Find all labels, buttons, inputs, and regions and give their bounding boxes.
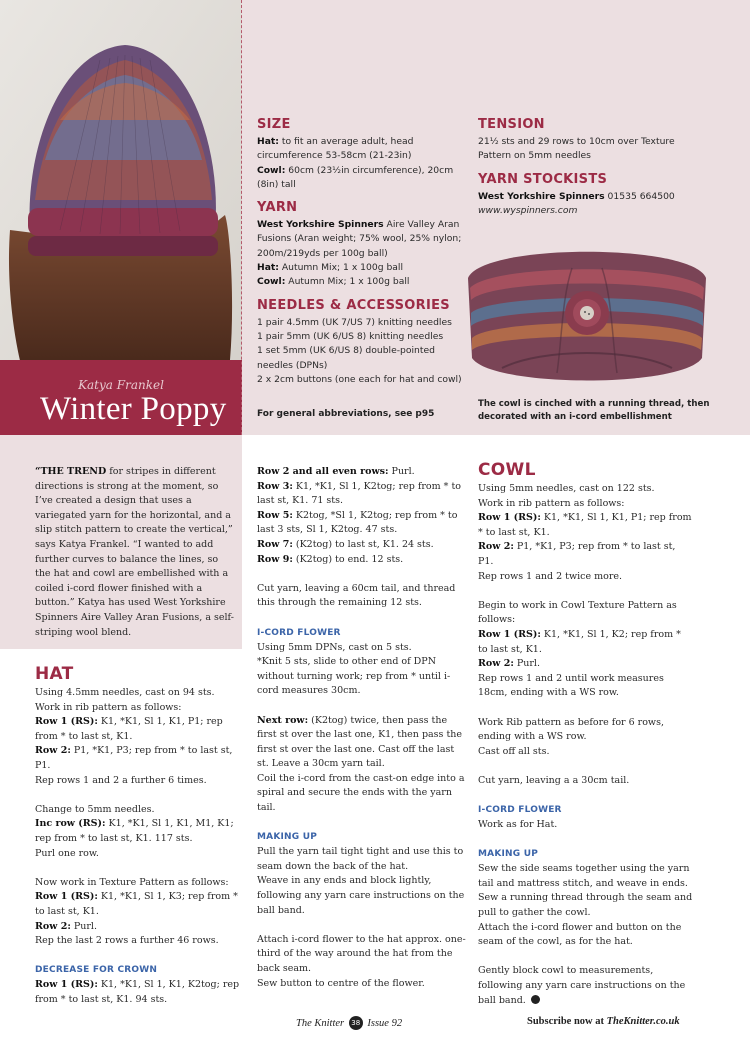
cowl-icord-heading: I-CORD FLOWER — [478, 805, 562, 816]
abbreviations-note: For general abbreviations, see p95 — [257, 409, 435, 419]
cowl-column — [478, 460, 693, 1008]
yarn-brand-text: Aire Valley Aran Fusions (Aran weight; 75% wool, 25% nylon; 200m/219yds per 100g ball) — [257, 219, 462, 259]
hat-column — [35, 664, 240, 1007]
cowl-paragraph: Cast off all sts. — [478, 745, 550, 757]
cowl-photo — [462, 238, 710, 394]
author-name: Katya Frankel — [78, 378, 164, 392]
cowl-making-paragraph — [478, 964, 693, 1008]
row-text: K1, *K1, Sl 1, K3; rep from * to last st, K1. — [35, 891, 238, 917]
subscribe-link[interactable]: TheKnitter.co.uk — [606, 1016, 680, 1027]
needles-heading: NEEDLES & ACCESSORIES — [257, 297, 450, 313]
crown-row — [257, 465, 467, 480]
row-text: K1, *K1, Sl 1, K2; rep from * to last st, K1. — [478, 628, 681, 655]
needles-text — [257, 316, 467, 387]
size-hat-text: to fit an average adult, head circumference 53-58cm (21-23in) — [257, 136, 414, 162]
cowl-row — [478, 540, 693, 569]
row-text: (K2tog) to end. 12 sts. — [292, 553, 404, 565]
yarn-text — [257, 218, 467, 289]
row-text: K2tog, *Sl 1, K2tog; rep from * to last 3 sts, Sl 1, K2tog. 47 sts. — [257, 509, 458, 536]
stockist-phone: 01535 664500 — [604, 190, 675, 202]
row-label: Row 2: — [478, 658, 514, 670]
cowl-caption: The cowl is cinched with a running thread, then decorated with an i-cord embellishment — [478, 399, 710, 422]
size-heading: SIZE — [257, 117, 291, 132]
making-up-paragraph: Sew button to centre of the flower. — [257, 977, 425, 989]
crown-row — [257, 538, 467, 553]
row-text: K1, *K1, Sl 1, K1, M1, K1; rep from * to last st, K1. 117 sts. — [35, 818, 234, 844]
end-mark-icon — [531, 995, 540, 1004]
icord-heading: I-CORD FLOWER — [257, 627, 341, 638]
making-up-paragraph: Pull the yarn tail tight tight and use this to seam down the back of the hat. — [257, 846, 464, 872]
dashed-divider — [241, 0, 242, 435]
decrease-heading: DECREASE FOR CROWN — [35, 965, 158, 976]
yarn-hat-label: Hat: — [257, 262, 279, 274]
cowl-row — [478, 511, 693, 540]
icord-row — [257, 714, 467, 772]
yarn-cowl-text: Autumn Mix; 1 x 100g ball — [285, 276, 410, 288]
hat-paragraph: Now work in Texture Pattern as follows: — [35, 876, 229, 888]
hat-row — [35, 890, 240, 919]
intro-lead: “THE TREND — [35, 466, 107, 477]
crown-row — [257, 509, 467, 538]
icord-paragraph: Coil the i-cord from the cast-on edge into a spiral and secure the ends with the yarn tail. — [257, 772, 465, 814]
cowl-making-up-heading: MAKING UP — [478, 849, 539, 860]
row-text: (K2tog) to last st, K1. 24 sts. — [292, 538, 434, 550]
intro-body: for stripes in different directions is strong at the moment, so I’ve created a design that uses a variegated yarn for the horizontal, and a slip stitch pattern to create the vertical,” says Katya Frankel. “I wanted to add further curves to balance the lines, so the hat and cowl are embellished with a coiled i-cord flower finished with a button.” Katya has used West Yorkshire Spinners Aire Valley Aran Fusions, a self-striping wool blend. — [35, 466, 234, 638]
row-label: Row 1 (RS): — [35, 891, 98, 903]
intro-text — [35, 465, 235, 640]
size-hat-label: Hat: — [257, 136, 279, 147]
cowl-paragraph: Rep rows 1 and 2 until work measures 18cm, ending with a WS row. — [478, 672, 664, 699]
issue-number: Issue 92 — [367, 1018, 403, 1029]
row-text: Purl. — [70, 920, 97, 932]
row-text: Purl. — [388, 466, 415, 477]
making-up-paragraph: Weave in any ends and block lightly, following any yarn care instructions on the ball band. — [257, 875, 465, 916]
needles-line: 1 pair 5mm (UK 6/US 8) knitting needles — [257, 330, 444, 342]
stockist-url[interactable]: www.wyspinners.com — [478, 204, 578, 216]
crown-row — [257, 553, 467, 568]
cut-paragraph: Cut yarn, leaving a 60cm tail, and thread this through the remaining 12 sts. — [257, 582, 456, 609]
size-text — [257, 135, 467, 192]
row-text: K1, *K1, Sl 1, K1, P1; rep from * to last st, K1. — [478, 512, 692, 538]
stockists-heading: YARN STOCKISTS — [478, 171, 608, 187]
needles-line: 1 pair 4.5mm (UK 7/US 7) knitting needles — [257, 316, 452, 328]
row-label: Next row: — [257, 714, 309, 726]
cowl-paragraph: Work as for Hat. — [478, 819, 558, 831]
row-label: Row 7: — [257, 538, 293, 550]
cowl-paragraph: Using 5mm needles, cast on 122 sts. — [478, 483, 655, 494]
crown-row — [257, 480, 467, 509]
row-label: Inc row (RS): — [35, 818, 106, 830]
cowl-making-paragraph: Attach the i-cord flower and button on the seam of the cowl, as for the hat. — [478, 921, 682, 948]
size-cowl-text: 60cm (23½in circumference), 20cm (8in) tall — [257, 164, 454, 190]
cowl-making-paragraph: Sew a running thread through the seam and pull to gather the cowl. — [478, 892, 693, 919]
row-label: Row 9: — [257, 553, 293, 565]
hat-paragraph: Using 4.5mm needles, cast on 94 sts. — [35, 687, 215, 698]
row-label: Row 2: — [35, 920, 71, 932]
row-text: K1, *K1, Sl 1, K1, K2tog; rep from * to last st, K1. 94 sts. — [35, 979, 240, 1005]
row-label: Row 2 and all even rows: — [257, 466, 389, 477]
cowl-paragraph: Work Rib pattern as before for 6 rows, ending with a WS row. — [478, 716, 664, 743]
yarn-cowl-label: Cowl: — [257, 276, 286, 288]
info-column-2 — [478, 117, 718, 218]
hat-paragraph: Purl one row. — [35, 847, 99, 859]
yarn-brand: West Yorkshire Spinners — [257, 219, 384, 231]
row-text: K1, *K1, Sl 1, K1, P1; rep from * to last st, K1. — [35, 716, 223, 742]
tension-text: 21½ sts and 29 rows to 10cm over Texture Pattern on 5mm needles — [478, 136, 675, 162]
hat-heading: HAT — [35, 664, 74, 684]
subscribe-text: Subscribe now at — [527, 1016, 607, 1027]
row-text: P1, *K1, P3; rep from * to last st, P1. — [35, 745, 233, 771]
making-up-paragraph: Attach i-cord flower to the hat approx. one-third of the way around the hat from the back seam. — [257, 933, 466, 974]
footer-magazine — [296, 1016, 402, 1030]
middle-column — [257, 465, 467, 991]
row-label: Row 1 (RS): — [35, 716, 98, 728]
info-column-1 — [257, 117, 467, 387]
stockists-text — [478, 190, 718, 219]
row-label: Row 1 (RS): — [478, 628, 541, 640]
hat-paragraph: Rep rows 1 and 2 a further 6 times. — [35, 774, 207, 786]
footer-subscribe — [527, 1016, 680, 1027]
row-label: Row 2: — [35, 745, 71, 757]
hat-row — [35, 817, 240, 846]
row-label: Row 2: — [478, 541, 514, 553]
cowl-row — [478, 657, 693, 672]
hat-photo — [0, 0, 242, 360]
hat-row — [35, 978, 240, 1007]
row-text: K1, *K1, Sl 1, K2tog; rep from * to last st, K1. 71 sts. — [257, 480, 461, 507]
size-cowl-label: Cowl: — [257, 164, 286, 176]
cowl-row — [478, 628, 693, 657]
hat-paragraph: Work in rib pattern as follows: — [35, 701, 182, 713]
stockist-name: West Yorkshire Spinners — [478, 190, 605, 202]
row-label: Row 1 (RS): — [478, 512, 541, 524]
icord-paragraph: Using 5mm DPNs, cast on 5 sts. — [257, 641, 412, 653]
tension-heading: TENSION — [478, 117, 545, 132]
cowl-paragraph: Rep rows 1 and 2 twice more. — [478, 570, 623, 582]
cowl-making-paragraph: Sew the side seams together using the yarn tail and mattress stitch, and weave in ends. — [478, 863, 690, 889]
hat-row — [35, 715, 240, 744]
making-up-heading: MAKING UP — [257, 832, 318, 843]
row-text: (K2tog) twice, then pass the first st over the last one, K1, then pass the first st over the last one. Cast off the last st. Leave a 30cm yarn tail. — [257, 714, 463, 770]
final-text: Gently block cowl to measurements, following any yarn care instructions on the ball band. — [478, 965, 686, 1006]
hat-row — [35, 744, 240, 773]
page-number: 38 — [349, 1016, 363, 1030]
cowl-heading: COWL — [478, 460, 536, 480]
needles-line: 2 x 2cm buttons (one each for hat and cowl) — [257, 373, 462, 385]
row-label: Row 3: — [257, 480, 293, 492]
cowl-paragraph: Work in rib pattern as follows: — [478, 497, 625, 509]
row-text: P1, *K1, P3; rep from * to last st, P1. — [478, 541, 676, 567]
yarn-hat-text: Autumn Mix; 1 x 100g ball — [278, 262, 404, 274]
hat-row — [35, 920, 240, 935]
row-text: Purl. — [513, 658, 540, 670]
row-label: Row 1 (RS): — [35, 979, 98, 991]
icord-paragraph: *Knit 5 sts, slide to other end of DPN without turning work; rep from * until i-cord measures 30cm. — [257, 656, 451, 697]
hat-paragraph: Change to 5mm needles. — [35, 803, 155, 815]
magazine-name: The Knitter — [296, 1018, 345, 1029]
hat-paragraph: Rep the last 2 rows a further 46 rows. — [35, 935, 219, 947]
row-label: Row 5: — [257, 509, 293, 521]
pattern-title: Winter Poppy — [40, 391, 227, 427]
yarn-heading: YARN — [257, 200, 298, 216]
needles-line: 1 set 5mm (UK 6/US 8) double-pointed needles (DPNs) — [257, 345, 435, 371]
cowl-paragraph: Cut yarn, leaving a a 30cm tail. — [478, 774, 630, 786]
cowl-paragraph: Begin to work in Cowl Texture Pattern as follows: — [478, 599, 677, 626]
